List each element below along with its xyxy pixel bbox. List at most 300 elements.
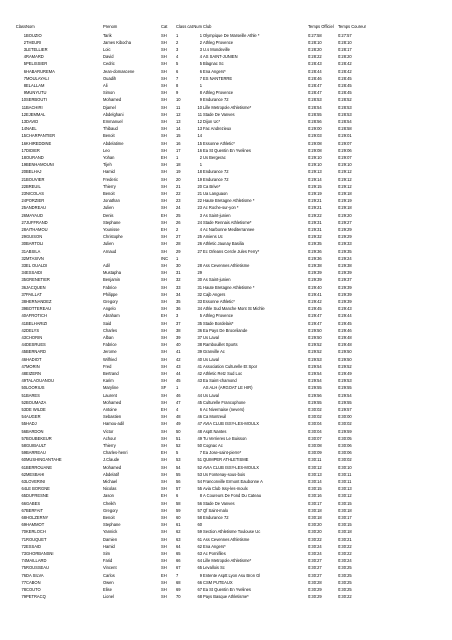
- cell-category: SH: [161, 500, 167, 506]
- cell-runner-time: 0:30:06: [338, 442, 352, 448]
- cell-club: Franconville Ermont Eaubonne A: [203, 478, 263, 484]
- cell-class: 27: [21, 219, 26, 225]
- cell-first-name: Loic: [103, 46, 111, 52]
- cell-official-time: 0:30:18: [308, 507, 322, 513]
- cell-number: 64: [197, 558, 202, 564]
- cell-category-rank: 51: [176, 435, 181, 441]
- cell-official-time: 0:30:12: [308, 464, 322, 470]
- cell-category: SH: [161, 522, 167, 528]
- cell-official-time: 0:29:53: [308, 356, 322, 362]
- cell-official-time: 0:29:52: [308, 342, 322, 348]
- cell-runner-time: 0:29:52: [338, 363, 352, 369]
- cell-class: 77: [21, 579, 26, 585]
- cell-name: LETELLIER: [26, 46, 48, 52]
- cell-category: SH: [161, 392, 167, 398]
- cell-class: 35: [21, 277, 26, 283]
- cell-class: 55: [21, 421, 26, 427]
- cell-name: ESSAIDI: [26, 270, 43, 276]
- cell-runner-time: 0:27:57: [338, 32, 352, 38]
- cell-first-name: Damien: [103, 536, 118, 542]
- cell-number: 20: [197, 183, 202, 189]
- cell-first-name: Gregory: [103, 298, 118, 304]
- cell-runner-time: 0:29:33: [338, 241, 352, 247]
- cell-category-rank: 29: [176, 248, 181, 254]
- cell-club: Levallois Sc: [203, 565, 225, 571]
- cell-club: Qf Saint-malo: [203, 507, 229, 513]
- cell-number: 47: [197, 421, 202, 427]
- cell-class: 41: [21, 320, 26, 326]
- header-class: Class: [15, 24, 26, 29]
- table-header: [0, 23, 452, 32]
- cell-runner-time: 0:30:10: [338, 464, 352, 470]
- cell-official-time: 0:28:46: [308, 75, 322, 81]
- cell-official-time: 0:30:11: [308, 457, 322, 463]
- cell-club: Asptt Nantes: [203, 428, 227, 434]
- cell-number: 21: [197, 190, 202, 196]
- cell-category-rank: 8: [176, 82, 179, 88]
- cell-category: SH: [161, 543, 167, 549]
- cell-class: 67: [21, 507, 26, 513]
- cell-first-name: Karim: [103, 378, 114, 384]
- cell-runner-time: 0:30:06: [338, 450, 352, 456]
- cell-category-rank: 25: [176, 212, 181, 218]
- cell-official-time: 0:29:36: [308, 248, 322, 254]
- cell-class: 1: [23, 32, 26, 38]
- cell-category: SH: [161, 32, 167, 38]
- cell-first-name: Denis: [103, 212, 114, 218]
- cell-runner-time: 0:29:39: [338, 284, 352, 290]
- header-name: Nom: [26, 24, 35, 29]
- cell-category-rank: 13: [176, 118, 181, 124]
- cell-first-name: Philippe: [103, 291, 118, 297]
- cell-class: 22: [21, 183, 26, 189]
- cell-club: Ena Angers*: [203, 68, 226, 74]
- cell-category-rank: 60: [176, 514, 181, 520]
- cell-club: AS ALH (ARGOAT LE HIR): [203, 385, 253, 391]
- cell-class: 56: [21, 428, 26, 434]
- cell-runner-time: 0:29:39: [338, 298, 352, 304]
- cell-class: 15: [21, 133, 26, 139]
- cell-number: 67: [197, 586, 202, 592]
- cell-name: MAILLARD: [26, 558, 47, 564]
- cell-runner-time: 0:29:01: [338, 133, 352, 139]
- cell-category-rank: 5: [176, 61, 179, 67]
- cell-runner-time: 0:29:50: [338, 349, 352, 355]
- cell-first-name: Sebastien: [103, 414, 122, 420]
- cell-number: 33: [197, 298, 202, 304]
- cell-number: 60: [197, 522, 202, 528]
- cell-club: Granville Ac: [203, 349, 225, 355]
- cell-category-rank: 50: [176, 428, 181, 434]
- cell-category: SH: [161, 248, 167, 254]
- cell-category: SH: [161, 306, 167, 312]
- cell-first-name: Fabrice: [103, 342, 117, 348]
- cell-category: SH: [161, 349, 167, 355]
- cell-name: LOORIUS: [26, 385, 45, 391]
- cell-club: Ea St Quentin En Yvelines: [203, 586, 251, 592]
- cell-first-name: David: [103, 54, 114, 60]
- cell-category: SH: [161, 579, 167, 585]
- cell-category: SH: [161, 111, 167, 117]
- cell-name: HERNANDEZ: [26, 298, 52, 304]
- cell-official-time: 0:30:27: [308, 565, 322, 571]
- cell-runner-time: 0:29:48: [338, 342, 352, 348]
- cell-category-rank: 54: [176, 464, 181, 470]
- cell-official-time: 0:27:58: [308, 32, 322, 38]
- cell-first-name: Thierry: [103, 442, 116, 448]
- cell-category: SH: [161, 342, 167, 348]
- cell-number: 53: [197, 471, 202, 477]
- cell-category-rank: 27: [176, 234, 181, 240]
- cell-category: EH: [161, 212, 167, 218]
- cell-name: MUSHINGANTAHE: [26, 457, 62, 463]
- cell-number: 3: [199, 46, 202, 52]
- cell-class: 31: [21, 248, 26, 254]
- cell-runner-time: 0:29:49: [338, 370, 352, 376]
- cell-runner-time: 0:29:07: [338, 140, 352, 146]
- cell-class: 18: [21, 154, 26, 160]
- cell-category: SH: [161, 162, 167, 168]
- cell-category: SH: [161, 550, 167, 556]
- cell-official-time: 0:30:13: [308, 471, 322, 477]
- cell-category: SH: [161, 39, 167, 45]
- cell-official-time: 0:30:02: [308, 414, 322, 420]
- cell-name: PELISSIER: [26, 61, 48, 67]
- header-official-time: Temps Officiel: [308, 24, 334, 29]
- cell-name: EL OUALDI: [26, 262, 48, 268]
- cell-name: MORIN: [26, 363, 40, 369]
- cell-first-name: Yohan: [103, 154, 115, 160]
- cell-club: Ec Orleans Cercle Jules Ferry*: [203, 248, 260, 254]
- cell-category-rank: 2: [176, 226, 179, 232]
- cell-official-time: 0:29:10: [308, 162, 322, 168]
- cell-class: 30: [21, 241, 26, 247]
- cell-class: 58: [21, 442, 26, 448]
- cell-official-time: 0:29:21: [308, 205, 322, 211]
- cell-category: SH: [161, 507, 167, 513]
- cell-official-time: 0:29:10: [308, 154, 322, 160]
- cell-official-time: 0:29:31: [308, 226, 322, 232]
- cell-first-name: Maryline: [103, 385, 119, 391]
- cell-runner-time: 0:29:44: [338, 313, 352, 319]
- cell-category: SH: [161, 514, 167, 520]
- cell-category: SH: [161, 356, 167, 362]
- cell-name: DE WILDE: [26, 406, 46, 412]
- cell-club: Tu Verrieres Le Buisson: [203, 435, 247, 441]
- cell-category: SH: [161, 90, 167, 96]
- cell-runner-time: 0:28:17: [338, 46, 352, 52]
- cell-number: 13: [197, 126, 202, 132]
- cell-class: 53: [21, 406, 26, 412]
- cell-category: SH: [161, 198, 167, 204]
- header-category: Cat: [161, 24, 168, 29]
- cell-number: 1: [199, 82, 202, 88]
- cell-first-name: Simon: [103, 90, 115, 96]
- cell-club: Ac Pornifiles: [203, 550, 226, 556]
- cell-class: 43: [21, 334, 26, 340]
- cell-first-name: Mustapha: [103, 270, 121, 276]
- cell-number: 50: [197, 442, 202, 448]
- cell-runner-time: 0:29:29: [338, 234, 352, 240]
- cell-runner-time: 0:30:18: [338, 529, 352, 535]
- cell-name: BENHAMOUNI: [26, 162, 54, 168]
- cell-runner-time: 0:29:19: [338, 198, 352, 204]
- cell-club: Lille Metropole Athletisme*: [203, 104, 252, 110]
- cell-name: EIZERN: [26, 370, 42, 376]
- cell-first-name: Fred: [103, 363, 112, 369]
- cell-number: 59: [197, 529, 202, 535]
- cell-class: 23: [21, 190, 26, 196]
- cell-class: 73: [21, 550, 26, 556]
- cell-official-time: 0:30:15: [308, 486, 322, 492]
- header-first-name: Prenom: [103, 24, 118, 29]
- cell-class: 70: [21, 529, 26, 535]
- cell-club: Ea Jose-saint-pierre*: [203, 450, 242, 456]
- cell-runner-time: 0:29:35: [338, 248, 352, 254]
- cell-number: 62: [197, 543, 202, 549]
- cell-category-rank: 16: [176, 140, 181, 146]
- cell-club: Us Laval: [203, 356, 219, 362]
- cell-first-name: Antoine: [103, 406, 117, 412]
- cell-class: 32: [21, 255, 26, 261]
- cell-club: Culturelle Francophone: [203, 399, 246, 405]
- cell-category-rank: 1: [176, 385, 179, 391]
- cell-first-name: Benoit: [103, 190, 115, 196]
- cell-official-time: 0:28:22: [308, 54, 322, 60]
- cell-category: SH: [161, 234, 167, 240]
- cell-club: Ea Saint-chamond: [203, 378, 237, 384]
- cell-category-rank: 24: [176, 205, 181, 211]
- cell-club: Athle Sud Manche Mont St Michle: [203, 306, 265, 312]
- cell-club: Ea Pays De Broceliande: [203, 327, 248, 333]
- cell-club: Endurance 72: [203, 176, 229, 182]
- cell-official-time: 0:30:20: [308, 522, 322, 528]
- cell-club: Ass Cevennes Athletisme: [203, 262, 250, 268]
- cell-category-rank: 26: [176, 219, 181, 225]
- cell-club: Essonne Athletic*: [203, 298, 235, 304]
- cell-category: SH: [161, 586, 167, 592]
- cell-club: Rambouillet Sports: [203, 342, 238, 348]
- cell-first-name: Angelo: [103, 306, 116, 312]
- cell-category-rank: 10: [176, 97, 181, 103]
- cell-club: Dijon Uc*: [203, 118, 221, 124]
- cell-number: 10: [197, 104, 202, 110]
- cell-class: 69: [21, 522, 26, 528]
- cell-first-name: Hamid: [103, 543, 115, 549]
- cell-first-name: Thierry: [103, 183, 116, 189]
- cell-category-rank: 7: [176, 75, 179, 81]
- cell-runner-time: 0:28:10: [338, 39, 352, 45]
- cell-official-time: 0:29:38: [308, 262, 322, 268]
- cell-runner-time: 0:29:50: [338, 356, 352, 362]
- cell-category: SH: [161, 363, 167, 369]
- cell-class: 49: [21, 378, 26, 384]
- cell-category-rank: 64: [176, 543, 181, 549]
- cell-runner-time: 0:30:18: [338, 507, 352, 513]
- cell-number: 29: [197, 270, 202, 276]
- cell-number: 31: [197, 284, 202, 290]
- cell-category-rank: 21: [176, 183, 181, 189]
- cell-first-name: Cheikh: [103, 500, 116, 506]
- cell-first-name: Stephane: [103, 522, 121, 528]
- cell-runner-time: 0:28:53: [338, 104, 352, 110]
- cell-name: ROUSSEAU: [26, 565, 49, 571]
- cell-runner-time: 0:29:27: [338, 219, 352, 225]
- cell-runner-time: 0:28:45: [338, 90, 352, 96]
- cell-class: 13: [21, 118, 26, 124]
- cell-category-rank: 43: [176, 363, 181, 369]
- cell-runner-time: 0:30:21: [338, 536, 352, 542]
- cell-club: Association Culturelle Et Spor: [203, 363, 258, 369]
- cell-name: GUISON: [26, 234, 43, 240]
- cell-class: 48: [21, 370, 26, 376]
- cell-name: BERROUANE: [26, 464, 52, 470]
- cell-class: 24: [21, 198, 26, 204]
- cell-category-rank: 14: [176, 126, 181, 132]
- cell-official-time: 0:30:27: [308, 572, 322, 578]
- cell-number: 8: [199, 493, 202, 499]
- cell-runner-time: 0:29:57: [338, 406, 352, 412]
- cell-first-name: Abdelghani: [103, 111, 124, 117]
- cell-class: 14: [21, 126, 26, 132]
- cell-number: 61: [197, 536, 202, 542]
- cell-club: Section Athletisme Toulouse Uc: [203, 529, 261, 535]
- cell-official-time: 0:30:14: [308, 478, 322, 484]
- cell-runner-time: 0:28:45: [338, 75, 352, 81]
- cell-first-name: Abdelatime: [103, 140, 124, 146]
- cell-runner-time: 0:29:54: [338, 392, 352, 398]
- cell-number: 66: [197, 579, 202, 585]
- cell-club: Us Fontenay-sous-bois: [203, 471, 246, 477]
- cell-official-time: 0:28:53: [308, 97, 322, 103]
- cell-club: Entente Asptt Lyon Asu Bron Gl: [203, 572, 261, 578]
- cell-runner-time: 0:30:25: [338, 572, 352, 578]
- cell-number: 23: [197, 205, 202, 211]
- cell-class: 79: [21, 594, 26, 600]
- cell-club: Ca Montreuil: [203, 414, 227, 420]
- cell-runner-time: 0:30:11: [338, 471, 352, 477]
- cell-number: 9: [199, 97, 202, 103]
- cell-first-name: Owen: [103, 579, 114, 585]
- cell-category-rank: 55: [176, 471, 181, 477]
- cell-runner-time: 0:30:22: [338, 594, 352, 600]
- cell-category: SH: [161, 241, 167, 247]
- cell-official-time: 0:29:22: [308, 212, 322, 218]
- cell-club: Stade Bordelais*: [203, 320, 234, 326]
- cell-category: EH: [161, 154, 167, 160]
- cell-category-rank: 33: [176, 284, 181, 290]
- cell-first-name: Benoit: [103, 133, 115, 139]
- cell-name: NAEL: [26, 126, 37, 132]
- cell-class: 72: [21, 543, 26, 549]
- cell-name: HOLZERNY: [26, 514, 49, 520]
- cell-name: MAYAUD: [26, 212, 43, 218]
- cell-category-rank: 52: [176, 442, 181, 448]
- cell-category-rank: 11: [176, 104, 181, 110]
- cell-class: 45: [21, 349, 26, 355]
- cell-category: SH: [161, 205, 167, 211]
- cell-number: 45: [197, 399, 202, 405]
- cell-category: SH: [161, 558, 167, 564]
- cell-class: 29: [21, 234, 26, 240]
- cell-class: 20: [21, 169, 26, 175]
- cell-class: 54: [21, 414, 26, 420]
- cell-first-name: Christophe: [103, 234, 123, 240]
- cell-first-name: Benoit: [103, 514, 115, 520]
- cell-runner-time: 0:30:02: [338, 457, 352, 463]
- cell-category: SH: [161, 140, 167, 146]
- cell-runner-time: 0:30:22: [338, 543, 352, 549]
- cell-class: 40: [21, 313, 26, 319]
- cell-class: 62: [21, 471, 26, 477]
- cell-category-rank: 34: [176, 291, 181, 297]
- cell-category: EH: [161, 493, 167, 499]
- cell-first-name: Ouadih: [103, 75, 117, 81]
- cell-class: 17: [21, 147, 26, 153]
- cell-first-name: Mohamed: [103, 399, 122, 405]
- cell-name: AFROTICH: [26, 313, 47, 319]
- cell-official-time: 0:29:31: [308, 219, 322, 225]
- cell-official-time: 0:29:54: [308, 378, 322, 384]
- cell-class: 37: [21, 291, 26, 297]
- cell-runner-time: 0:30:25: [338, 586, 352, 592]
- cell-runner-time: 0:29:38: [338, 262, 352, 268]
- cell-number: 2: [199, 154, 202, 160]
- cell-official-time: 0:28:47: [308, 90, 322, 96]
- cell-number: 43: [197, 378, 202, 384]
- cell-club: Olympique De Marseille Athle *: [203, 32, 260, 38]
- cell-name: BREUIL: [26, 183, 41, 189]
- cell-class: 52: [21, 399, 26, 405]
- cell-number: 5: [199, 61, 202, 67]
- cell-club: As Saint-junien: [203, 277, 231, 283]
- cell-number: 2: [199, 39, 202, 45]
- cell-number: 41: [197, 363, 202, 369]
- cell-club: Ass Cevennes Athletisme: [203, 536, 250, 542]
- cell-first-name: Abraham: [103, 313, 120, 319]
- cell-category: SH: [161, 219, 167, 225]
- cell-runner-time: 0:30:12: [338, 493, 352, 499]
- cell-class: 51: [21, 392, 26, 398]
- cell-class: 12: [21, 111, 26, 117]
- cell-name: PAILLAT: [26, 291, 42, 297]
- cell-runner-time: 0:29:18: [338, 205, 352, 211]
- cell-class: 10: [21, 97, 26, 103]
- cell-official-time: 0:30:22: [308, 536, 322, 542]
- cell-category-rank: 6: [176, 68, 179, 74]
- cell-name: CHORIN: [26, 334, 43, 340]
- cell-runner-time: 0:30:05: [338, 435, 352, 441]
- cell-runner-time: 0:30:22: [338, 550, 352, 556]
- cell-category: SH: [161, 190, 167, 196]
- cell-number: 22: [197, 198, 202, 204]
- cell-first-name: Julien: [103, 241, 114, 247]
- header-club: Club: [203, 24, 212, 29]
- cell-category-rank: 23: [176, 198, 181, 204]
- cell-official-time: 0:29:39: [308, 277, 322, 283]
- cell-name: SERBOUTI: [26, 97, 47, 103]
- cell-official-time: 0:30:24: [308, 550, 322, 556]
- cell-name: EJEMMAL: [26, 111, 46, 117]
- cell-name: ROUQUET: [26, 536, 47, 542]
- cell-category-rank: 1: [176, 32, 179, 38]
- cell-category: EH: [161, 450, 167, 456]
- cell-name: MUNYUTU: [26, 90, 47, 96]
- cell-runner-time: 0:30:02: [338, 421, 352, 427]
- cell-official-time: 0:29:36: [308, 255, 322, 261]
- cell-category: SH: [161, 327, 167, 333]
- cell-official-time: 0:29:52: [308, 349, 322, 355]
